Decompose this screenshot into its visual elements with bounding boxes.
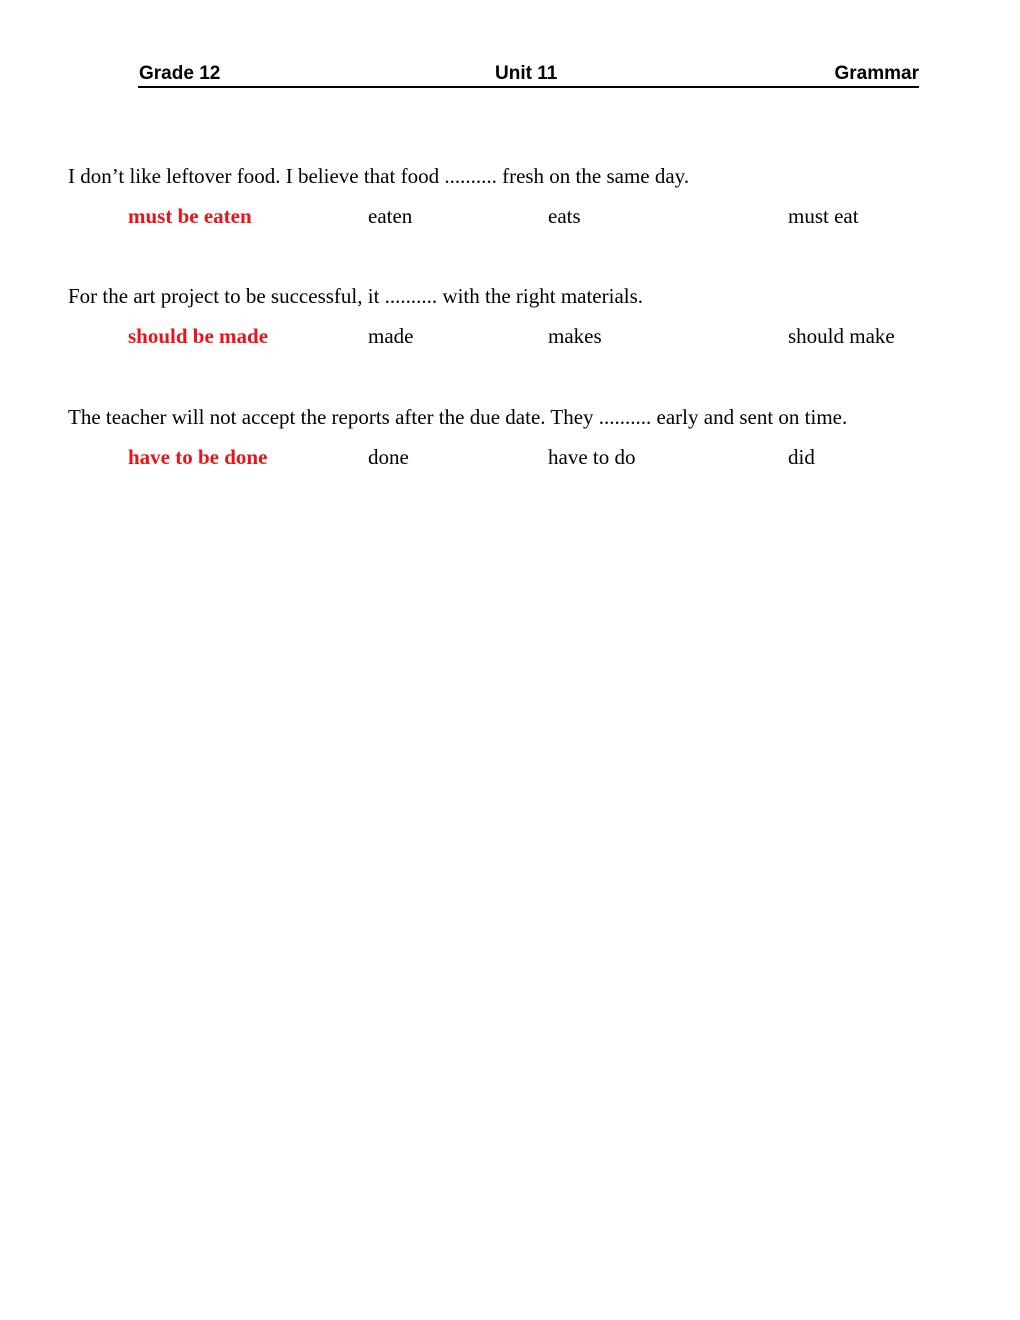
question-1-text: I don’t like leftover food. I believe that food .......... fresh on the same day. — [68, 164, 690, 188]
unit-label: Unit 11 — [495, 63, 558, 84]
question-2-option-b: made — [368, 324, 414, 348]
subject-label: Grammar — [834, 63, 919, 84]
question-3-options — [0, 444, 1020, 470]
question-2-text: For the art project to be successful, it .......... with the right materials. — [68, 284, 644, 308]
grade-label: Grade 12 — [139, 63, 221, 84]
question-3-option-b: done — [368, 445, 409, 469]
question-1-option-d: must eat — [788, 204, 859, 228]
question-2-options — [0, 323, 1020, 349]
question-2-option-c: makes — [548, 324, 602, 348]
question-1-option-c: eats — [548, 204, 581, 228]
question-2-option-d: should make — [788, 324, 895, 348]
question-3-option-a: have to be done — [128, 445, 268, 469]
page-header — [138, 62, 919, 88]
question-3-option-d: did — [788, 445, 815, 469]
question-3-option-c: have to do — [548, 445, 636, 469]
question-2-option-a: should be made — [128, 324, 269, 348]
question-1-options — [0, 203, 1020, 229]
question-1-option-b: eaten — [368, 204, 413, 228]
question-3-text: The teacher will not accept the reports after the due date. They .......... early and sent on time. — [68, 405, 848, 429]
question-1-option-a: must be eaten — [128, 204, 252, 228]
